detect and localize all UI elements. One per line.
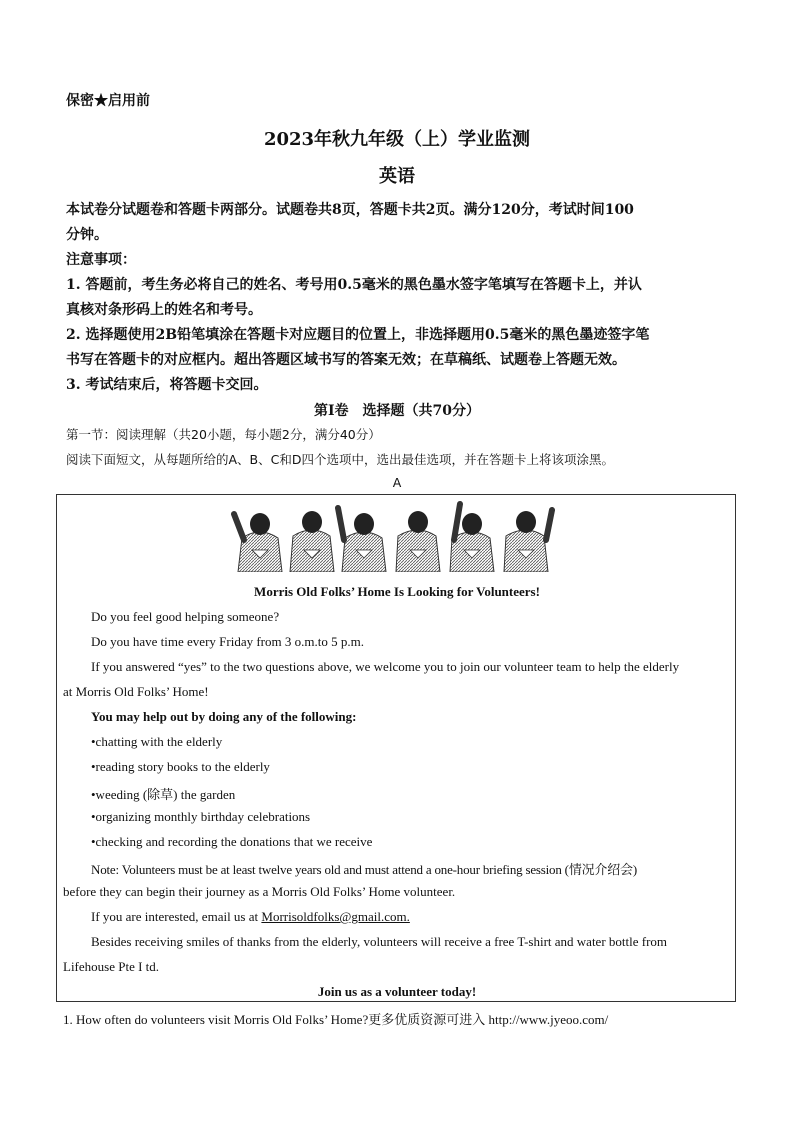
list-title: You may help out by doing any of the following: bbox=[91, 709, 357, 724]
note-line-b: before they can begin their journey as a Morris Old Folks’ Home volunteer. bbox=[63, 884, 456, 899]
volunteers-illustration bbox=[230, 500, 565, 572]
notes-title: 注意事项： bbox=[66, 252, 136, 268]
passage-heading: Morris Old Folks’ Home Is Looking for Volunteers! bbox=[254, 584, 540, 599]
note-1b: 真核对条形码上的姓名和考号。 bbox=[66, 302, 262, 318]
email-line bbox=[91, 909, 410, 925]
paragraph-1a: If you answered “yes” to the two questions above, we welcome you to join our volunteer team to help the elderly bbox=[91, 659, 680, 674]
note-2a: 2. 选择题使用2B铅笔填涂在答题卡对应题目的位置上，非选择题用0.5毫米的黑色墨迹签字笔 bbox=[66, 327, 650, 343]
question-1: 1. How often do volunteers visit Morris Old Folks’ Home?更多优质资源可进入 http://www.jyeoo.com/ bbox=[63, 1012, 609, 1027]
paragraph-3b: Lifehouse Pte I td. bbox=[63, 959, 160, 974]
note-2b: 书写在答题卡的对应框内。超出答题区域书写的答案无效；在草稿纸、试题卷上答题无效。 bbox=[66, 352, 626, 368]
list-item: •chatting with the elderly bbox=[91, 734, 223, 749]
list-item: •weeding (除草) the garden bbox=[91, 787, 236, 802]
email-prefix: If you are interested, email us at bbox=[91, 909, 262, 924]
list-item: •checking and recording the donations that we receive bbox=[91, 834, 373, 849]
closing-line: Join us as a volunteer today! bbox=[317, 984, 477, 999]
section-title: 第一节：阅读理解（共20小题，每小题2分，满分40分） bbox=[66, 427, 381, 442]
confidential-label: 保密★启用前 bbox=[66, 93, 150, 109]
question-line-1: Do you feel good helping someone? bbox=[91, 609, 280, 624]
subject-title: 英语 bbox=[379, 166, 415, 187]
note-1a: 1. 答题前，考生务必将自己的姓名、考号用0.5毫米的黑色墨水签字笔填写在答题卡上，并认 bbox=[66, 277, 642, 293]
paragraph-3a: Besides receiving smiles of thanks from the elderly, volunteers will receive a free T-shirt and water bottle from bbox=[91, 934, 668, 949]
note-3: 3. 考试结束后，将答题卡交回。 bbox=[66, 377, 268, 393]
list-item: •reading story books to the elderly bbox=[91, 759, 270, 774]
intro-line-1: 本试卷分试题卷和答题卡两部分。试题卷共8页，答题卡共2页。满分120分，考试时间100 bbox=[66, 202, 634, 218]
instruction: 阅读下面短文，从每题所给的A、B、C和D四个选项中，选出最佳选项，并在答题卡上将该项涂黑。 bbox=[66, 452, 614, 467]
passage-label: A bbox=[392, 475, 402, 490]
paragraph-1b: at Morris Old Folks’ Home! bbox=[63, 684, 209, 699]
note-line-a: Note: Volunteers must be at least twelve years old and must attend a one-hour briefing session (情况介绍会) bbox=[91, 862, 637, 877]
intro-line-2: 分钟。 bbox=[66, 227, 108, 243]
list-item: •organizing monthly birthday celebrations bbox=[91, 809, 311, 824]
question-line-2: Do you have time every Friday from 3 o.m.to 5 p.m. bbox=[91, 634, 364, 649]
part1-title: 第Ⅰ卷 选择题（共70分） bbox=[313, 403, 481, 419]
email-link[interactable]: Morrisoldfolks@gmail.com. bbox=[261, 909, 410, 924]
exam-title: 2023年秋九年级（上）学业监测 bbox=[263, 129, 531, 150]
